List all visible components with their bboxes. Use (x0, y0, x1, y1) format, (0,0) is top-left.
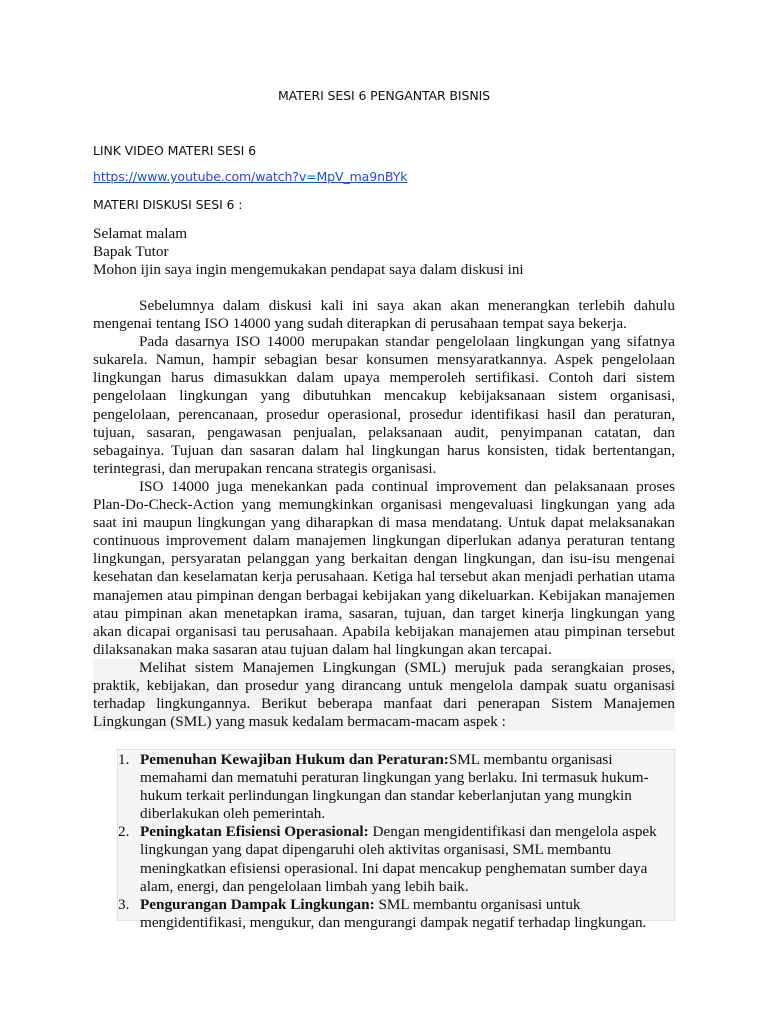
list-item-title: Pemenuhan Kewajiban Hukum dan Peraturan: (140, 751, 449, 768)
paragraph-continual-improvement: ISO 14000 juga menekankan pada continual improvement dan pelaksanaan proses Plan-Do-Check-Action yang memungkinkan organisasi mengevaluasi lingkungan yang ada saat ini maupun lingkungan yang diharapkan di masa mendatang. Untuk dapat melaksanakan continuous improvement dalam manajemen lingkungan diperlukan adanya peraturan tentang lingkungan, persyaratan pelanggan yang berkaitan dengan lingkungan, dan isu-isu mengenai kesehatan dan keselamatan kerja perusahaan. Ketiga hal tersebut akan menjadi perhatian utama manajemen atau pimpinan dengan berbagai kebijakan yang dikeluarkan. Kebijakan manajemen atau pimpinan akan menetapkan irama, sasaran, tujuan, dan target kinerja lingkungan yang akan dicapai organisasi tau perusahaan. Apabila kebijakan manajemen atau pimpinan tersebut dilaksanakan maka sasaran atau tujuan dalam hal lingkungan akan tercapai. (93, 477, 675, 658)
video-link-label: LINK VIDEO MATERI SESI 6 (93, 143, 256, 158)
greeting-block (93, 225, 675, 279)
greeting-line: Mohon ijin saya ingin mengemukakan pendapat saya dalam diskusi ini (93, 261, 524, 279)
benefits-list-box (117, 749, 675, 931)
document-title: MATERI SESI 6 PENGANTAR BISNIS (277, 88, 490, 103)
list-item-number: 2. (118, 823, 130, 841)
paragraph-sml: Melihat sistem Manajemen Lingkungan (SML) merujuk pada serangkaian proses, praktik, kebijakan, dan prosedur yang dirancang untuk mengelola dampak suatu organisasi terhadap lingkungannya. Berikut beberapa manfaat dari penerapan Sistem Manajemen Lingkungan (SML) yang masuk kedalam bermacam-macam aspek : (93, 658, 675, 731)
list-item-title: Pengurangan Dampak Lingkungan: (140, 895, 375, 913)
list-item-number: 3. (118, 895, 130, 913)
benefits-list (118, 751, 674, 932)
list-item (118, 896, 674, 932)
list-item (118, 751, 674, 823)
greeting-line: Selamat malam (93, 225, 188, 242)
list-item-text: Dengan mengidentifikasi dan mengelola aspek lingkungan yang dapat dipengaruhi oleh aktivitas organisasi, SML membantu meningkatkan efisiensi operasional. Ini dapat mencakup penghematan sumber daya alam, energi, dan pengelolaan limbah yang lebih baik. (140, 823, 657, 895)
list-item-text: SML membantu organisasi memahami dan mematuhi peraturan lingkungan yang berlaku. Ini termasuk hukum-hukum terkait perlindungan lingkungan dan standar keberlanjutan yang mungkin diberlakukan oleh pemerintah. (140, 751, 649, 823)
paragraph-iso-basics: Pada dasarnya ISO 14000 merupakan standar pengelolaan lingkungan yang sifatnya sukarela. Namun, hampir sebagian besar konsumen mensyaratkannya. Aspek pengelolaan lingkungan harus dimasukkan dalam upaya memperoleh sertifikasi. Contoh dari sistem pengelolaan lingkungan yang dibutuhkan mencakup kebijaksanaan sistem organisasi, pengelolaan, perencanaan, prosedur operasional, prosedur identifikasi hasil dan peraturan, tujuan, sasaran, pengawasan penjualan, pelaksanaan audit, penyimpanan catatan, dan sebagainya. Tujuan dan sasaran dalam hal lingkungan harus konsisten, tidak bertentangan, terintegrasi, dan merupakan rencana strategis organisasi. (93, 333, 675, 477)
greeting-line: Bapak Tutor (93, 243, 169, 261)
video-link[interactable]: https://www.youtube.com/watch?v=MpV_ma9nBYk (93, 169, 408, 184)
list-item (118, 823, 674, 895)
list-item-title: Peningkatan Efisiensi Operasional: (140, 823, 369, 841)
discussion-label: MATERI DISKUSI SESI 6 : (93, 197, 243, 212)
paragraph-intro: Sebelumnya dalam diskusi kali ini saya akan akan menerangkan terlebih dahulu mengenai tentang ISO 14000 yang sudah diterapkan di perusahaan tempat saya bekerja. (93, 297, 675, 333)
list-item-text: SML membantu organisasi untuk mengidentifikasi, mengukur, dan mengurangi dampak negatif terhadap lingkungan. (140, 895, 647, 931)
discussion-body (93, 297, 675, 731)
list-item-number: 1. (118, 751, 130, 768)
